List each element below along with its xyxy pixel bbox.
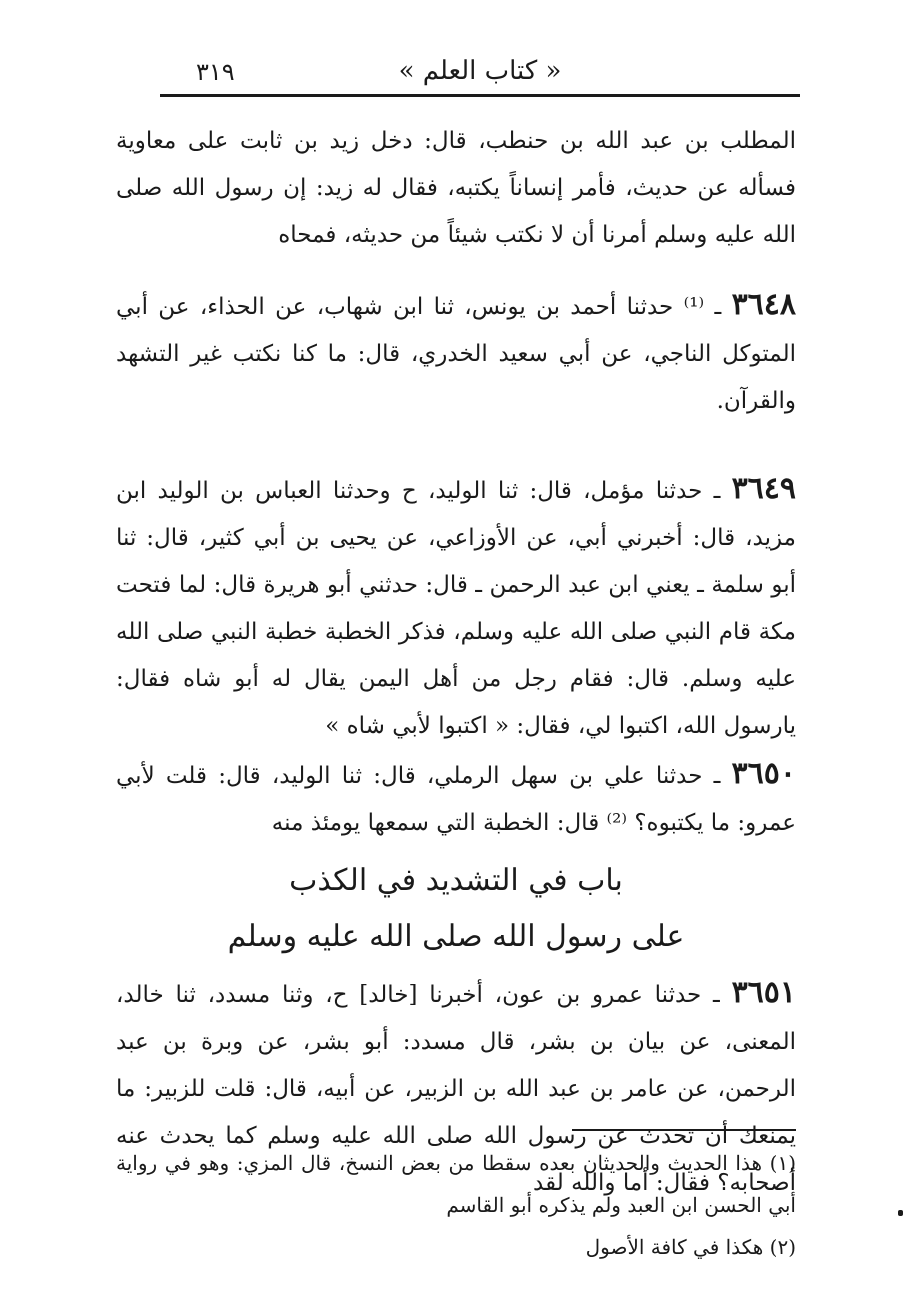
footnote-2: (٢) هكذا في كافة الأصول <box>585 1235 796 1259</box>
main-text <box>116 118 796 1207</box>
paragraph-continuation: المطلب بن عبد الله بن حنطب، قال: دخل زيد بن ثابت على معاوية فسأله عن حديث، فأمر إنساناً يكتبه، فقال له زيد: إن رسول الله صلى الله عليه وسلم أمرنا أن لا نكتب شيئاً من حديثه، فمحاه <box>116 128 796 248</box>
hadith-3650 <box>116 750 796 847</box>
hadith-text: ـ حدثنا عمرو بن عون، أخبرنا [خالد] ح، وثنا مسدد، ثنا خالد، المعنى، عن بيان بن بشر، قال مسدد: أبو بشر، عن وبرة بن عبد الرحمن، عن عامر بن عبد الله بن الزبير، عن أبيه، قال: قلت للزبير: ما يمنعك أن تحدث عن رسول الله صلى الله عليه وسلم كما يحدث عنه أصحابه؟ فقال: أما والله لقد <box>116 982 796 1196</box>
paragraph-gap <box>116 425 796 465</box>
hadith-number: ٣٦٤٨ <box>731 287 797 322</box>
hadith-number: ٣٦٥١ <box>731 975 797 1010</box>
hadith-number: ٣٦٤٩ <box>731 471 797 506</box>
footnote-rule <box>572 1129 796 1131</box>
header-rule <box>160 94 800 97</box>
hadith-number: ٣٦٥٠ <box>731 756 796 791</box>
page-header <box>160 56 800 92</box>
hadith-3649 <box>116 465 796 750</box>
hadith-text: ـ حدثنا علي بن سهل الرملي، قال: ثنا الوليد، قال: قلت لأبي عمرو: ما يكتبوه؟ ⁽²⁾ قال: الخطبة التي سمعها يومئذ منه <box>116 763 796 836</box>
footnote-1: (١) هذا الحديث والحديثان بعده سقطا من بعض النسخ، قال المزي: وهو في رواية أبي الحسن ابن العبد ولم يذكره أبو القاسم <box>116 1151 796 1217</box>
hadith-text: ـ حدثنا مؤمل، قال: ثنا الوليد، ح وحدثنا العباس بن الوليد ابن مزيد، قال: أخبرني أبي، عن الأوزاعي، عن يحيى بن أبي كثير، قال: ثنا أبو سلمة ـ يعني ابن عبد الرحمن ـ قال: حدثني أبو هريرة قال: لما فتحت مكة قام النبي صلى الله عليه وسلم، فذكر الخطبة خطبة النبي صلى الله عليه وسلم. قال: فقام رجل من أهل اليمن يقال له أبو شاه فقال: يارسول الله، اكتبوا لي، فقال: « اكتبوا لأبي شاه » <box>116 478 796 739</box>
chapter-heading-line-2: على رسول الله صلى الله عليه وسلم <box>227 919 685 954</box>
running-title: « كتاب العلم » <box>398 56 562 86</box>
chapter-heading-line-1: باب في التشديد في الكذب <box>289 863 623 898</box>
paragraph-gap <box>116 259 796 281</box>
page-number: ٣١٩ <box>196 58 235 86</box>
hadith-3648 <box>116 281 796 425</box>
footnotes <box>116 1142 796 1268</box>
margin-mark <box>898 1210 903 1216</box>
chapter-heading <box>116 853 796 965</box>
hadith-text: ـ ⁽¹⁾ حدثنا أحمد بن يونس، ثنا ابن شهاب، عن الحذاء، عن أبي المتوكل الناجي، عن أبي سعيد الخدري، قال: ما كنا نكتب غير التشهد والقرآن. <box>116 294 796 414</box>
